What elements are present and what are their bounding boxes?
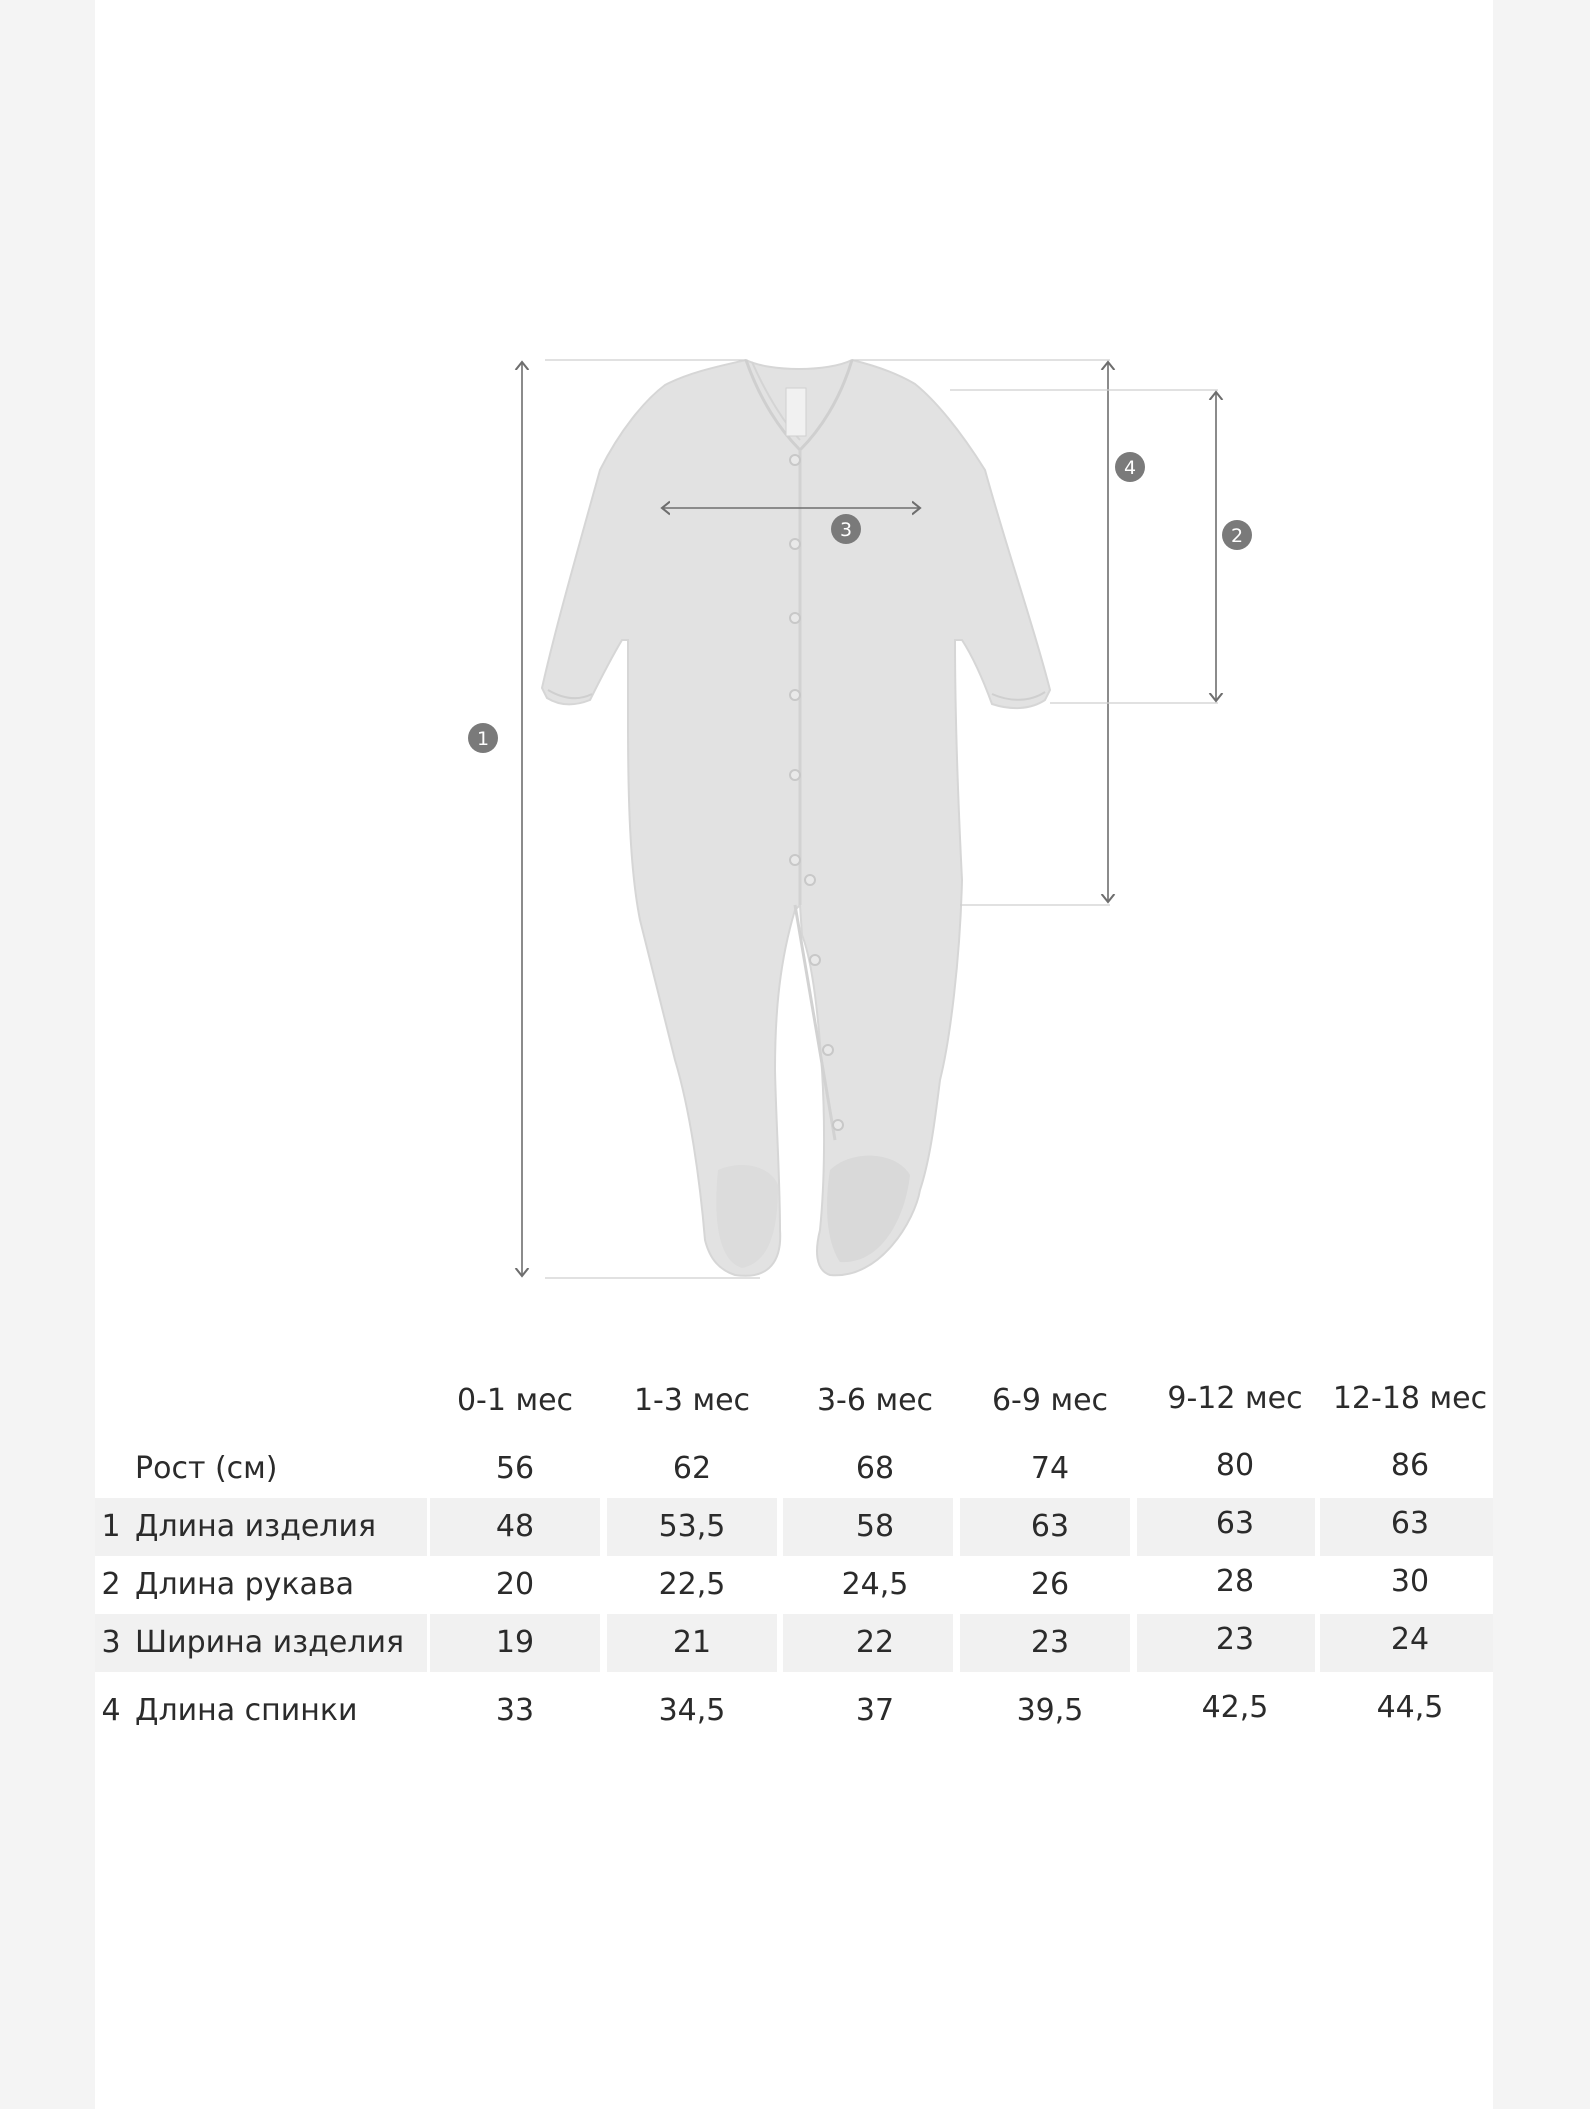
marker-1-label: 1 [476, 728, 490, 750]
table-cell: 34,5 [658, 1693, 726, 1728]
garment-illustration [542, 360, 1050, 1276]
table-cell: 37 [855, 1693, 895, 1728]
table-cell: 63 [1390, 1506, 1430, 1541]
table-cell: 74 [1030, 1451, 1070, 1486]
row-number: 2 [101, 1567, 121, 1602]
garment-label [786, 388, 806, 436]
table-cell: 33 [495, 1693, 535, 1728]
table-cell: 19 [495, 1625, 535, 1660]
row-number: 4 [101, 1693, 121, 1728]
size-row-height [95, 1440, 1493, 1498]
size-header-row [95, 1360, 1493, 1440]
table-cell: 24 [1390, 1622, 1430, 1657]
table-cell: 63 [1030, 1509, 1070, 1544]
table-cell: 24,5 [841, 1567, 909, 1602]
row-number: 3 [101, 1625, 121, 1660]
table-cell: 22 [855, 1625, 895, 1660]
table-cell: 56 [495, 1451, 535, 1486]
size-column-header: 1-3 мес [633, 1383, 751, 1418]
marker-badge-4 [1115, 452, 1145, 482]
table-cell: 39,5 [1016, 1693, 1084, 1728]
size-row-sleeve-length [95, 1556, 1493, 1614]
table-cell: 68 [855, 1451, 895, 1486]
size-column-header: 0-1 мес [456, 1383, 574, 1418]
table-cell: 21 [672, 1625, 712, 1660]
table-cell: 30 [1390, 1564, 1430, 1599]
table-cell: 22,5 [658, 1567, 726, 1602]
table-cell: 23 [1215, 1622, 1255, 1657]
row-number [99, 1440, 123, 1498]
table-cell: 28 [1215, 1564, 1255, 1599]
marker-badge-2 [1222, 520, 1252, 550]
marker-3-label: 3 [839, 519, 853, 541]
row-label: Длина рукава [135, 1567, 355, 1602]
table-cell: 44,5 [1376, 1690, 1444, 1725]
row-label: Рост (см) [135, 1451, 278, 1486]
table-cell: 86 [1390, 1448, 1430, 1483]
table-cell: 23 [1030, 1625, 1070, 1660]
size-row-back-length [95, 1682, 1493, 1740]
table-cell: 58 [855, 1509, 895, 1544]
size-chart-table [95, 1360, 1493, 1740]
garment-body [542, 360, 1050, 1276]
marker-badge-1 [468, 723, 498, 753]
size-column-header: 12-18 мес [1332, 1381, 1488, 1416]
table-cell: 20 [495, 1567, 535, 1602]
marker-4-label: 4 [1123, 457, 1137, 479]
marker-badge-3 [831, 514, 861, 544]
size-row-product-length [95, 1498, 1493, 1556]
size-row-product-width [95, 1614, 1493, 1672]
size-column-header: 6-9 мес [991, 1383, 1109, 1418]
table-cell: 62 [672, 1451, 712, 1486]
size-column-header: 9-12 мес [1167, 1381, 1303, 1416]
row-label: Длина спинки [135, 1693, 358, 1728]
table-cell: 80 [1215, 1448, 1255, 1483]
row-label: Ширина изделия [135, 1625, 405, 1660]
row-number: 1 [101, 1509, 121, 1544]
table-cell: 63 [1215, 1506, 1255, 1541]
marker-2-label: 2 [1230, 525, 1244, 547]
garment-foot-sole [827, 1156, 910, 1263]
row-label: Длина изделия [135, 1509, 377, 1544]
table-cell: 53,5 [658, 1509, 726, 1544]
table-cell: 42,5 [1201, 1690, 1269, 1725]
table-cell: 26 [1030, 1567, 1070, 1602]
table-cell: 48 [495, 1509, 535, 1544]
size-column-header: 3-6 мес [816, 1383, 934, 1418]
